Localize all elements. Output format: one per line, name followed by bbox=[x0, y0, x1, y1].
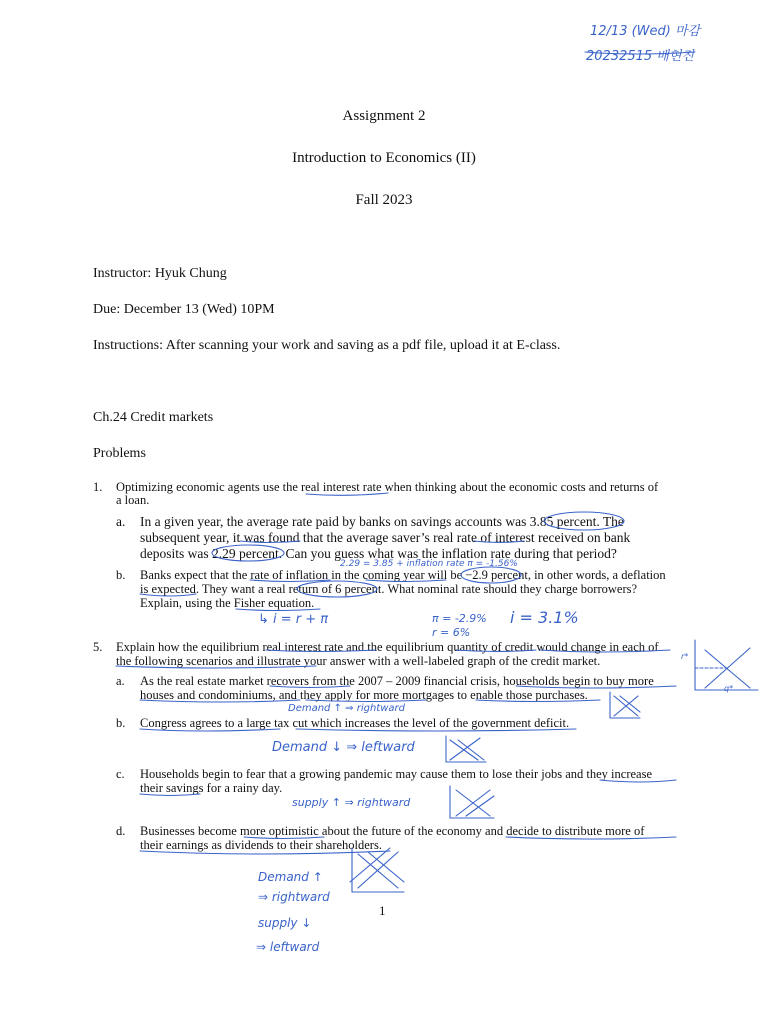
graph-5d-supply bbox=[358, 852, 398, 888]
instructions-line: Instructions: After scanning your work and saving as a pdf file, upload it at E-class. bbox=[93, 338, 561, 353]
problem-1a-line3: deposits was 2.29 percent. Can you guess what was the inflation rate during that period? bbox=[140, 546, 617, 561]
problem-1-text-line1: Optimizing economic agents use the real interest rate when thinking about the economic costs and returns of bbox=[116, 480, 659, 494]
graph-5b-supply bbox=[450, 738, 480, 760]
graph-5a-demand-shift bbox=[620, 696, 640, 712]
problem-1b-line3: Explain, using the Fisher equation. bbox=[140, 596, 315, 610]
problem-5-text-line1: Explain how the equilibrium real interest rate and the equilibrium quantity of credit would change in each of bbox=[116, 640, 659, 654]
handwritten-due-note: 12/13 (Wed) 마감 bbox=[590, 24, 701, 39]
term: Fall 2023 bbox=[355, 192, 413, 208]
problem-1a-label: a. bbox=[116, 514, 126, 529]
graph-5c-demand bbox=[456, 790, 490, 816]
handwritten-5d-demand: Demand ↑ bbox=[258, 870, 323, 884]
handwritten-5d-supply-shift: ⇒ leftward bbox=[256, 940, 320, 954]
problem-1b-line1: Banks expect that the rate of inflation in the coming year will be −2.9 percent, in other words, a deflation bbox=[140, 568, 666, 582]
graph-p5-supply-line bbox=[705, 648, 750, 688]
problem-5c-line2: their savings for a rainy day. bbox=[140, 781, 283, 795]
problem-1a-line2: subsequent year, it was found that the average saver’s real rate of interest received on bank bbox=[140, 530, 631, 545]
problem-5-number: 5. bbox=[93, 640, 103, 654]
graph-5b-demand-shift bbox=[458, 740, 484, 760]
graph-5d-demand-shift bbox=[368, 852, 404, 882]
handwritten-1a-note: 2.29 = 3.85 + inflation rate π = -1.56% bbox=[340, 559, 518, 569]
graph-5a-demand bbox=[614, 696, 638, 716]
handwritten-5a-note: Demand ↑ ⇒ rightward bbox=[288, 703, 405, 714]
assignment-title: Assignment 2 bbox=[342, 108, 426, 124]
graph-5b-demand bbox=[450, 740, 478, 760]
problem-5c-label: c. bbox=[116, 767, 125, 781]
handwritten-fisher-equation: ↳ i = r + π bbox=[258, 612, 329, 627]
graph-5a-supply bbox=[614, 696, 638, 716]
graph-5c-supply bbox=[456, 790, 490, 816]
page-number: 1 bbox=[379, 903, 386, 918]
handwritten-r-value: r = 6% bbox=[432, 626, 471, 639]
graph-5d-supply-shift bbox=[350, 848, 390, 882]
problem-5d-line2: their earnings as dividends to their shareholders. bbox=[140, 838, 382, 852]
handwritten-5d-demand-shift: ⇒ rightward bbox=[258, 890, 330, 904]
course-title: Introduction to Economics (II) bbox=[292, 150, 476, 166]
problem-1-number: 1. bbox=[93, 480, 103, 494]
problem-5a-label: a. bbox=[116, 674, 125, 688]
instructor-line: Instructor: Hyuk Chung bbox=[93, 266, 227, 281]
handwritten-5d-supply: supply ↓ bbox=[258, 916, 312, 930]
problem-5-text-line2: the following scenarios and illustrate your answer with a well-labeled graph of the credit market. bbox=[116, 654, 601, 668]
problem-5a-line1: As the real estate market recovers from the 2007 – 2009 financial crisis, households begin to buy more bbox=[140, 674, 654, 688]
problem-5d-line1: Businesses become more optimistic about the future of the economy and decide to distribute more of bbox=[140, 824, 645, 838]
handwritten-pi-value: π = -2.9% bbox=[432, 612, 487, 625]
due-line: Due: December 13 (Wed) 10PM bbox=[93, 302, 275, 317]
problem-1a-line1: In a given year, the average rate paid by banks on savings accounts was 3.85 percent. The bbox=[140, 514, 624, 529]
problem-1b-label: b. bbox=[116, 568, 126, 582]
problem-5c-line1: Households begin to fear that a growing pandemic may cause them to lose their jobs and they increase bbox=[140, 767, 652, 781]
handwritten-5c-note: supply ↑ ⇒ rightward bbox=[292, 796, 411, 809]
graph-5c-supply-shift bbox=[466, 796, 494, 816]
problem-5b-line1: Congress agrees to a large tax cut which increases the level of the government deficit. bbox=[140, 716, 570, 730]
problems-heading: Problems bbox=[93, 446, 146, 461]
problem-1b-line2: is expected. They want a real return of 6 percent. What nominal rate should they charge borrowers? bbox=[140, 582, 638, 596]
problem-1-text-line2: a loan. bbox=[116, 493, 150, 507]
handwritten-5b-note: Demand ↓ ⇒ leftward bbox=[272, 740, 415, 755]
chapter-heading: Ch.24 Credit markets bbox=[93, 410, 214, 425]
problem-5b-label: b. bbox=[116, 716, 126, 730]
handwritten-graph-r-star: r* bbox=[681, 652, 689, 661]
handwritten-graph-q-star: q* bbox=[724, 684, 734, 693]
problem-5a-line2: houses and condominiums, and they apply for more mortgages to enable those purchases. bbox=[140, 688, 588, 702]
problem-5d-label: d. bbox=[116, 824, 126, 838]
graph-p5-demand-line bbox=[705, 650, 750, 688]
handwritten-1b-answer: i = 3.1% bbox=[510, 608, 579, 627]
graph-5d-demand bbox=[358, 854, 398, 888]
handwritten-student-id: 20232515 배현진 bbox=[586, 49, 694, 64]
